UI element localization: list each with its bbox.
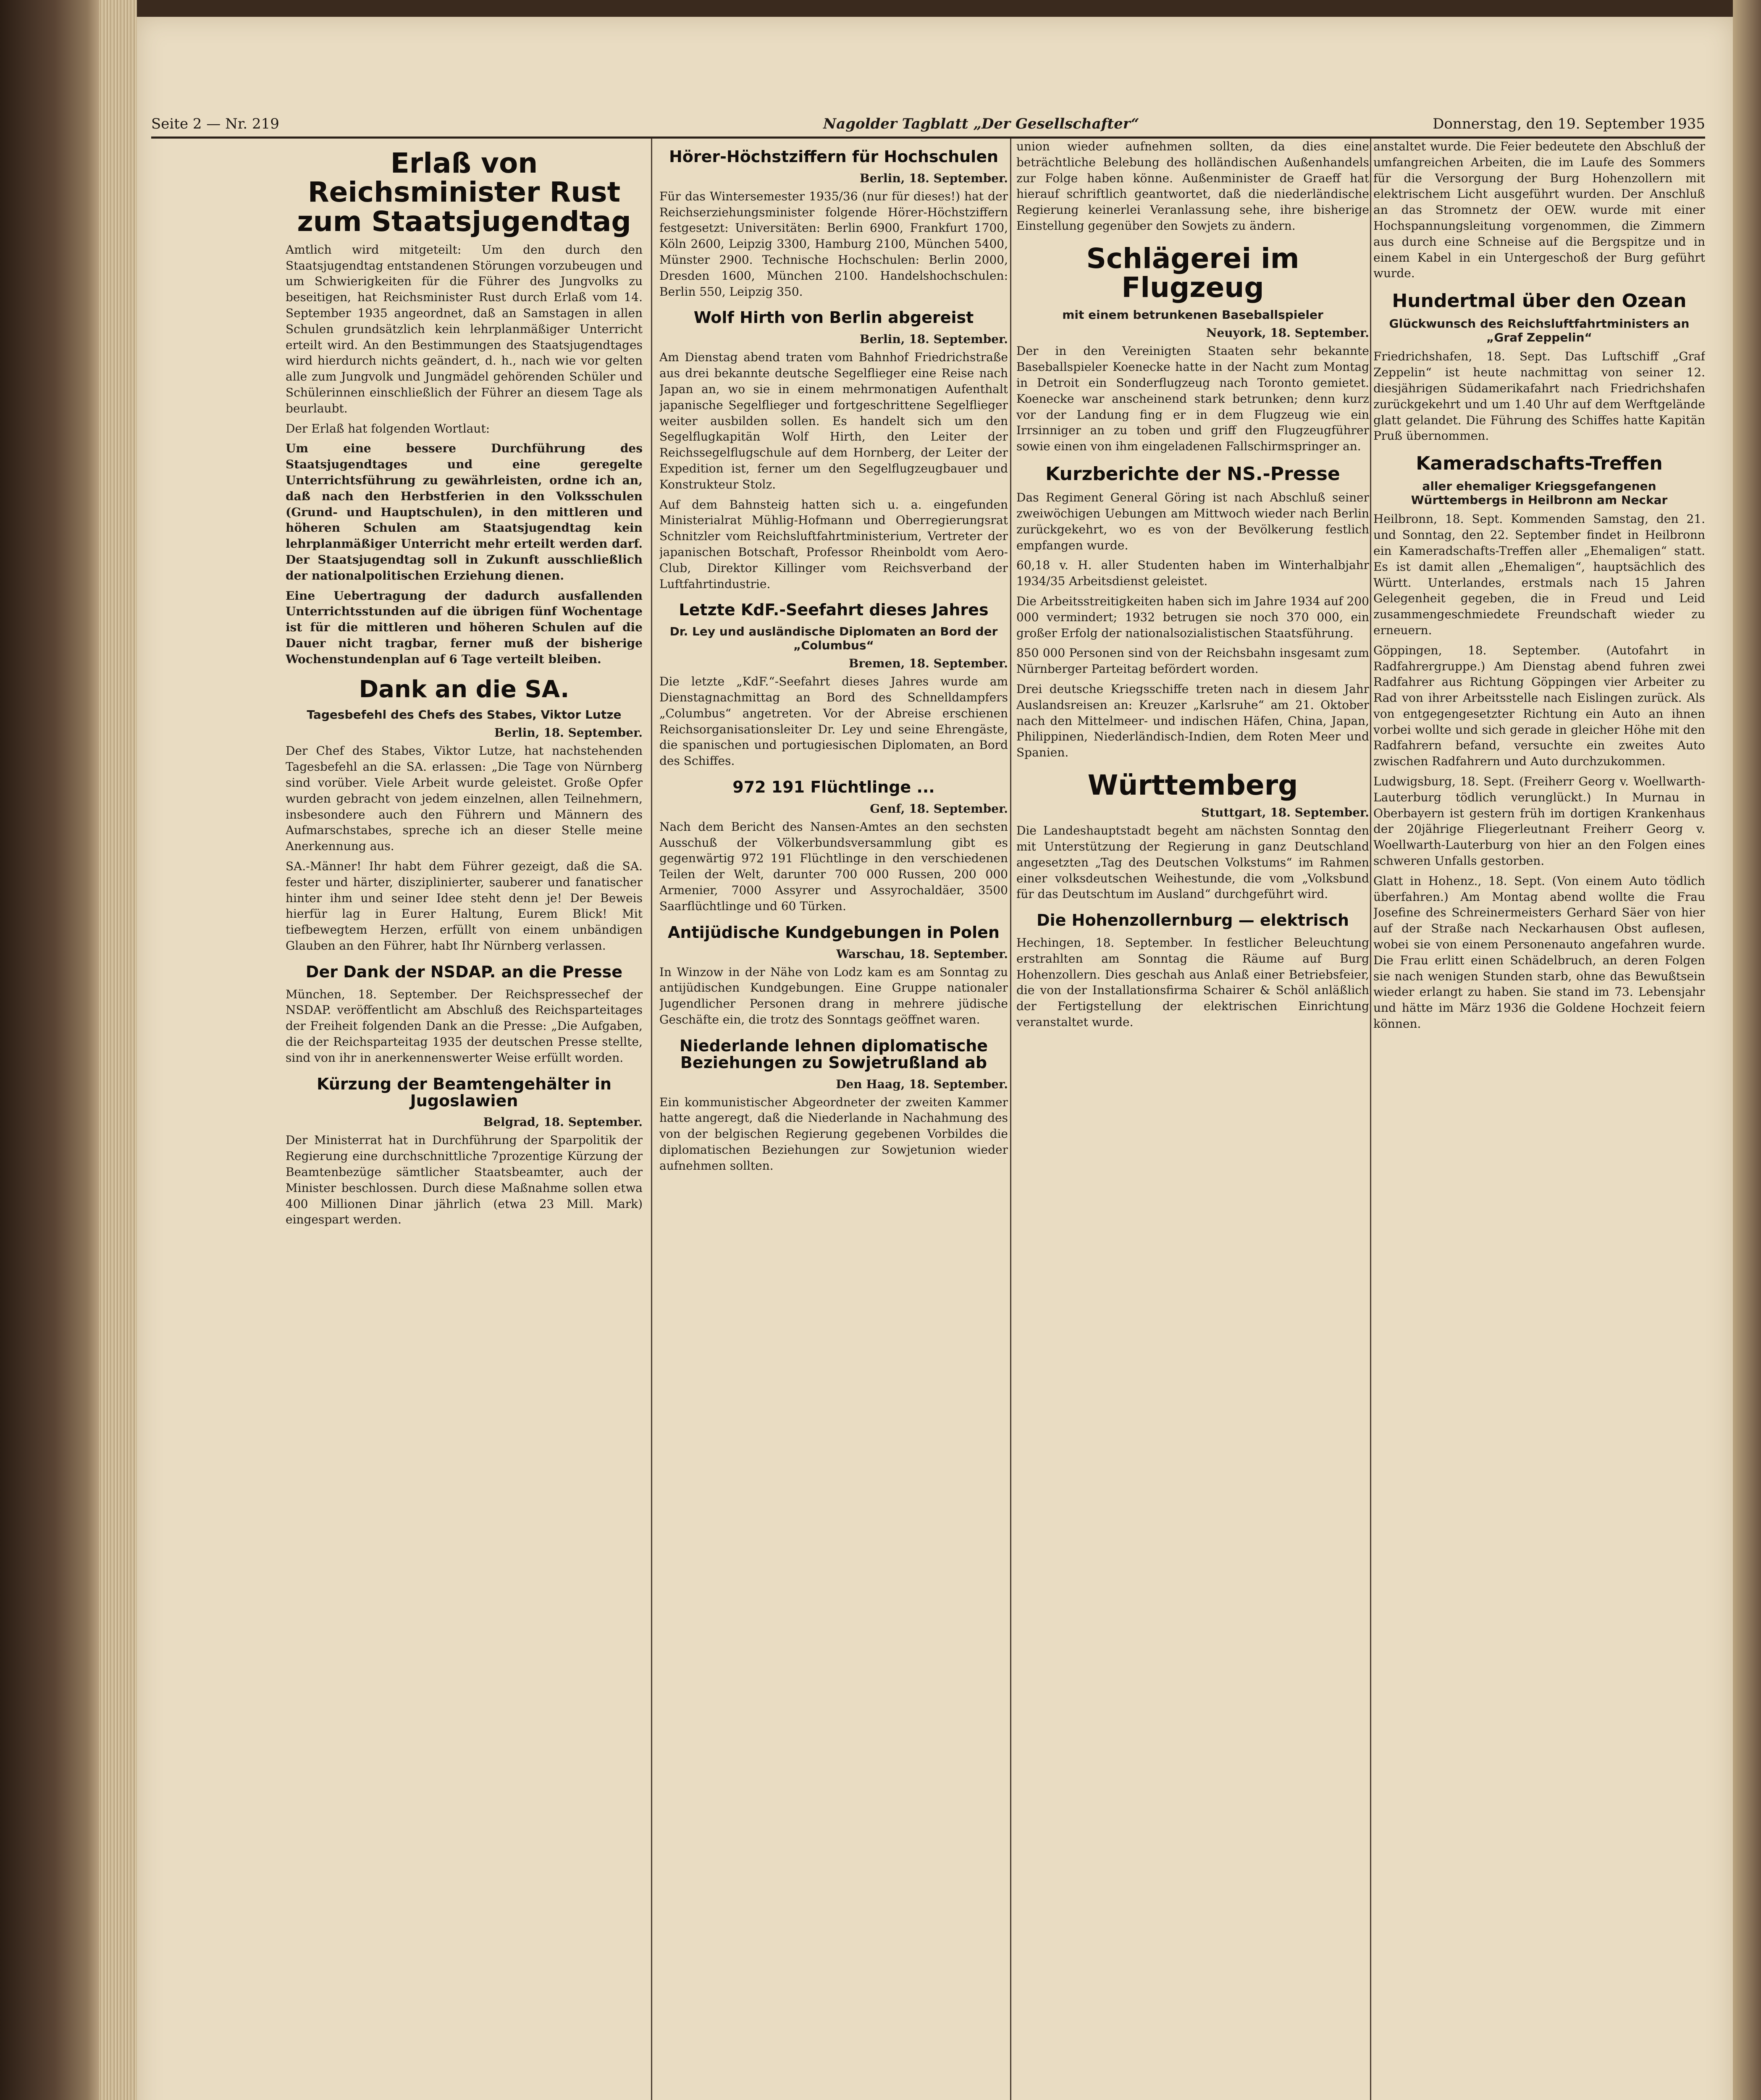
article-paragraph: Ein kommunistischer Abgeordneter der zweiten Kammer hatte angeregt, daß die Niederlande in Nachahmung des von der belgischen Regierung gegebenen Vorbildes die diplomatischen Beziehungen zur Sowjetunion wieder aufnehmen sollten.: [659, 1095, 1008, 1173]
article-subheadline: aller ehemaliger Kriegsgefangenen Württembergs in Heilbronn am Neckar: [1411, 479, 1668, 507]
article-headline: Hörer-Höchstziffern für Hochschulen: [669, 147, 999, 166]
article-paragraph: Um eine bessere Durchführung des Staatsjugendtages und eine geregelte Unterrichtsführung zu gewährleisten, ordne ich an, daß nach den Herbstferien in den Volksschulen (Grund- und Hauptschulen), in den mittleren und höheren Schulen am Staatsjugendtag kein lehrplanmäßiger Unterricht mehr erteilt werden darf. Der Staatsjugendtag soll in Zukunft ausschließlich der nationalpolitischen Erziehung dienen.: [286, 441, 643, 583]
article-paragraph: Göppingen, 18. September. (Autofahrt in Radfahrergruppe.) Am Dienstag abend fuhren zwei Radfahrer aus Richtung Göppingen vier Arbeiter zu Rad von ihrer Arbeitsstelle nach Eislingen zurück. Als von entgegengesetzter Richtung ein Auto an ihnen vorbei wollte und sich gerade in gleicher Höhe mit den Radfahrern befand, versuchte ein zweites Auto zwischen Radfahrern und Auto durchzukommen.: [1373, 643, 1705, 769]
dateline: Warschau, 18. September.: [836, 947, 1008, 961]
dateline: Bremen, 18. September.: [848, 656, 1008, 671]
article-paragraph: Friedrichshafen, 18. Sept. Das Luftschiff „Graf Zeppelin“ ist heute nachmittag von seiner 12. diesjährigen Südamerikafahrt nach Friedrichshafen zurückgekehrt und um 1.40 Uhr auf dem Werftgelände glatt gelandet. Die Führung des Schiffes hatte Kapitän Pruß übernommen.: [1373, 349, 1705, 443]
column-2: [659, 139, 1008, 2100]
page-edges: [99, 0, 137, 2100]
article-headline: Württemberg: [1087, 769, 1298, 801]
column-rule: [651, 139, 652, 2100]
article-headline: Der Dank der NSDAP. an die Presse: [305, 962, 623, 981]
article-paragraph: union wieder aufnehmen sollten, da dies eine beträchtliche Belebung des holländischen Außenhandels zur Folge haben könne. Außenminister de Graeff hat hierauf schriftlich geantwortet, daß die niederländische Regierung keinerlei Veranlassung sehe, ihre bisherige Einstellung gegenüber den Sowjets zu ändern.: [1016, 139, 1369, 233]
dateline: Berlin, 18. September.: [859, 171, 1008, 185]
article-subheadline: Tagesbefehl des Chefs des Stabes, Viktor Lutze: [307, 708, 622, 722]
article-paragraph: Eine Uebertragung der dadurch ausfallenden Unterrichtsstunden auf die übrigen fünf Wochentage ist für die mittleren und höheren Schulen auf die Dauer nicht tragbar, ferner muß der bisherige Wochenstundenplan auf 6 Tage verteilt bleiben.: [286, 588, 643, 666]
adjacent-page-fragment: [0, 0, 99, 2100]
article-paragraph: Das Regiment General Göring ist nach Abschluß seiner zweiwöchigen Uebungen am Mittwoch wieder nach Berlin zurückgekehrt, wo es von der Bevölkerung festlich empfangen wurde.: [1016, 491, 1369, 552]
dateline: Den Haag, 18. September.: [836, 1077, 1008, 1091]
column-rule: [1010, 139, 1011, 2100]
article-headline: Schlägerei im Flugzeug: [1086, 242, 1299, 304]
article-paragraph: Drei deutsche Kriegsschiffe treten nach in diesem Jahr Auslandsreisen an: Kreuzer „Karlsruhe“ am 21. Oktober nach den Mittelmeer- und indischen Häfen, China, Japan, Philippinen, Niederländisch-Indien, dem Roten Meer und Spanien.: [1016, 682, 1369, 760]
article-subheadline: Glückwunsch des Reichsluftfahrtministers an „Graf Zeppelin“: [1389, 317, 1690, 345]
article-paragraph: Heilbronn, 18. Sept. Kommenden Samstag, den 21. und Sonntag, den 22. September findet in Heilbronn ein Kameradschafts-Treffen aller „Ehemaligen“ statt. Es ist damit allen „Ehemaligen“, hauptsächlich des Württ. Unterlandes, erstmals nach 15 Jahren Gelegenheit gegeben, die in Freud und Leid zusammengeschmiedete Freundschaft wieder zu erneuern.: [1373, 512, 1705, 637]
article-paragraph: München, 18. September. Der Reichspressechef der NSDAP. veröffentlicht am Abschluß des Reichsparteitages der Freiheit folgenden Dank an die Presse: „Die Aufgaben, die der Reichsparteitag 1935 der deutschen Presse stellte, sind von ihr in anerkennenswerter Weise erfüllt worden.: [286, 987, 643, 1065]
dateline: Berlin, 18. September.: [859, 332, 1008, 346]
column-4: [1373, 139, 1705, 2100]
article-headline: Erlaß von Reichsminister Rust zum Staatsjugendtag: [297, 147, 631, 238]
article-paragraph: 850 000 Personen sind von der Reichsbahn insgesamt zum Nürnberger Parteitag befördert worden.: [1016, 646, 1369, 676]
newspaper-title: Nagolder Tagblatt „Der Gesellschafter“: [823, 116, 1139, 132]
article-headline: Letzte KdF.-Seefahrt dieses Jahres: [679, 601, 989, 620]
article-paragraph: Hechingen, 18. September. In festlicher Beleuchtung erstrahlten am Sonntag die Räume auf Burg Hohenzollern. Dies geschah aus Anlaß einer Betriebsfeier, die von der Installationsfirma Schairer & Schöl anläßlich der Fertigstellung der elektrischen Einrichtung veranstaltet wurde.: [1016, 936, 1369, 1029]
dateline: Belgrad, 18. September.: [483, 1115, 643, 1129]
column-1: [286, 139, 643, 2100]
article-paragraph: Glatt in Hohenz., 18. Sept. (Von einem Auto tödlich überfahren.) Am Montag abend wollte die Frau Josefine des Schreinermeisters Gerhard Säer von hier auf der Straße nach Neckarhausen Obst auflesen, wobei sie von einem Personenauto angefahren wurde. Die Frau erlitt einen Schädelbruch, an deren Folgen sie nach wenigen Stunden starb, ohne das Bewußtsein wieder erlangt zu haben. Sie stand im 73. Lebensjahr und hätte im März 1936 die Goldene Hochzeit feiern können.: [1373, 874, 1705, 1031]
column-3: [1016, 139, 1369, 2100]
dateline: Berlin, 18. September.: [494, 726, 643, 740]
article-headline: Kürzung der Beamtengehälter in Jugoslawien: [317, 1074, 611, 1110]
page-number: Seite 2 — Nr. 219: [151, 116, 279, 132]
article-paragraph: SA.-Männer! Ihr habt dem Führer gezeigt, daß die SA. fester und härter, disziplinierter, sauberer und fanatischer hinter ihm und seiner Idee steht denn je! Der Beweis hierfür lag in Eurer Haltung, Eurem Blick! Mit tiefbewegtem Herzen, erfüllt von einem unbändigen Glauben an den Führer, habt Ihr Nürnberg verlassen.: [286, 859, 643, 953]
article-paragraph: Der Chef des Stabes, Viktor Lutze, hat nachstehenden Tagesbefehl an die SA. erlassen: „Die Tage von Nürnberg sind vorüber. Viele Arbeit wurde geleistet. Große Opfer wurden gebracht von jedem einzelnen, allen Teilnehmern, insbesondere auch den Führern und Männern des Aufmarschstabes, spreche ich an dieser Stelle meine Anerkennung aus.: [286, 744, 643, 853]
article-paragraph: anstaltet wurde. Die Feier bedeutete den Abschluß der umfangreichen Arbeiten, die im Laufe des Sommers für die Versorgung der Burg Hohenzollern mit elektrischem Licht ausgeführt wurden. Der Anschluß an das Stromnetz der OEW. wurde mit einer Hochspannungsleitung vorgenommen, die Zimmern aus durch eine Schneise auf die Bergspitze und in einem Kabel in ein Untergeschoß der Burg geführt wurde.: [1373, 139, 1705, 281]
article-paragraph: Der Erlaß hat folgenden Wortlaut:: [286, 421, 490, 436]
article-paragraph: Am Dienstag abend traten vom Bahnhof Friedrichstraße aus drei bekannte deutsche Segelflieger eine Reise nach Japan an, wo sie in einem mehrmonatigen Aufenthalt japanische Segelflieger und fortgeschrittene Segelflieger weiter ausbilden sollen. Es handelt sich um den Segelflugkapitän Wolf Hirth, den Leiter der Reichssegelflugschule auf dem Hornberg, der Leiter der Expedition ist, ferner um den Segelflugzeugbauer und Konstrukteur Stolz.: [659, 350, 1008, 491]
article-paragraph: Die Landeshauptstadt begeht am nächsten Sonntag den mit Unterstützung der Regierung in ganz Deutschland angesetzten „Tag des Deutschen Volkstums“ im Rahmen einer volksdeutschen Weihestunde, die vom „Volksbund für das Deutschtum im Ausland“ durchgeführt wird.: [1016, 824, 1369, 901]
article-headline: Niederlande lehnen diplomatische Beziehungen zu Sowjetrußland ab: [679, 1036, 988, 1072]
dateline: Genf, 18. September.: [870, 801, 1008, 816]
article-headline: Die Hohenzollernburg — elektrisch: [1037, 911, 1349, 930]
column-rule: [1370, 139, 1371, 2100]
right-page-edge: [1733, 0, 1761, 2100]
article-paragraph: Nach dem Bericht des Nansen-Amtes an den sechsten Ausschuß der Völkerbundsversammlung gibt es gegenwärtig 972 191 Flüchtlinge in den verschiedenen Teilen der Welt, darunter 700 000 Russen, 200 000 Armenier, 7000 Assyrer und Assyrochaldäer, 3500 Saarflüchtlinge und 60 Türken.: [659, 819, 1008, 913]
page-header: [151, 111, 1705, 139]
article-headline: Hundertmal über den Ozean: [1392, 290, 1687, 312]
article-paragraph: 60,18 v. H. aller Studenten haben im Winterhalbjahr 1934/35 Arbeitsdienst geleistet.: [1016, 558, 1369, 588]
article-paragraph: Ludwigsburg, 18. Sept. (Freiherr Georg v. Woellwarth-Lauterburg tödlich verunglückt.) In Murnau in Oberbayern ist gestern früh im dortigen Krankenhaus der 20jährige Fliegerleutnant Freiherr Georg v. Woellwarth-Lauterburg von hier an den Folgen eines schweren Unfalls gestorben.: [1373, 774, 1705, 868]
article-paragraph: In Winzow in der Nähe von Lodz kam es am Sonntag zu antijüdischen Kundgebungen. Eine Gruppe nationaler Jugendlicher Personen drang in mehrere jüdische Geschäfte ein, die trotz des Sonntags geöffnet waren.: [659, 965, 1008, 1026]
article-subheadline: mit einem betrunkenen Baseballspieler: [1062, 308, 1323, 322]
article-paragraph: Der Ministerrat hat in Durchführung der Sparpolitik der Regierung eine durchschnittliche 7prozentige Kürzung der Beamtenbezüge sämtlicher Staatsbeamter, auch der Minister beschlossen. Durch diese Maßnahme sollen etwa 400 Millionen Dinar jährlich (etwa 23 Mill. Mark) eingespart werden.: [286, 1133, 643, 1227]
article-paragraph: Auf dem Bahnsteig hatten sich u. a. eingefunden Ministerialrat Mühlig-Hofmann und Oberregierungsrat Schnitzler vom Reichsluftfahrtministerium, Vertreter der japanischen Botschaft, Professor Rheinboldt vom Aero-Club, Direktor Killinger vom Reichsverband der Luftfahrtindustrie.: [659, 497, 1008, 591]
article-paragraph: Amtlich wird mitgeteilt: Um den durch den Staatsjugendtag entstandenen Störungen vorzubeugen und um Schwierigkeiten für die Führer des Jungvolks zu beseitigen, hat Reichsminister Rust durch Erlaß vom 14. September 1935 angeordnet, daß an Samstagen in allen Schulen grundsätzlich kein lehrplanmäßiger Unterricht erteilt wird. An den Bestimmungen des Staatsjugendtages wird hierdurch nichts geändert, d. h., nach wie vor gelten alle zum Jungvolk und Jungmädel gehörenden Schüler und Schülerinnen einschließlich der Führer an diesem Tage als beurlaubt.: [286, 242, 643, 415]
article-subheadline: Dr. Ley und ausländische Diplomaten an Bord der „Columbus“: [669, 625, 998, 653]
article-headline: Dank an die SA.: [359, 675, 570, 703]
article-headline: 972 191 Flüchtlinge ...: [732, 777, 935, 796]
article-paragraph: Für das Wintersemester 1935/36 (nur für dieses!) hat der Reichserziehungsminister folgende Hörer-Höchstziffern festgesetzt: Universitäten: Berlin 6900, Frankfurt 1700, Köln 2600, Leipzig 3300, Hamburg 2100, München 5400, Münster 2900. Technische Hochschulen: Berlin 2000, Dresden 1600, München 2100. Handelshochschulen: Berlin 550, Leipzig 350.: [659, 189, 1008, 299]
dateline: Stuttgart, 18. September.: [1201, 806, 1369, 820]
article-headline: Kurzberichte der NS.-Presse: [1045, 463, 1340, 485]
article-headline: Kameradschafts-Treffen: [1416, 453, 1663, 475]
article-headline: Antijüdische Kundgebungen in Polen: [668, 923, 1000, 942]
article-paragraph: Der in den Vereinigten Staaten sehr bekannte Baseballspieler Koenecke hatte in der Nacht zum Montag in Detroit ein Sonderflugzeug nach Toronto gemietet. Koenecke war anscheinend stark betrunken; denn kurz vor der Landung fing er in dem Flugzeug wie ein Irrsinniger an zu toben und griff den Flugzeugführer sowie einen von ihm eingeladenen Fallschirmspringer an.: [1016, 344, 1369, 454]
article-paragraph: Die letzte „KdF.“-Seefahrt dieses Jahres wurde am Dienstagnachmittag an Bord des Schnelldampfers „Columbus“ angetreten. Vor der Abreise erschienen Reichsorganisationsleiter Dr. Ley und seine Ehrengäste, die spanischen und portugiesischen Diplomaten, an Bord des Schiffes.: [659, 675, 1008, 768]
article-headline: Wolf Hirth von Berlin abgereist: [693, 308, 974, 327]
article-paragraph: Die Arbeitsstreitigkeiten haben sich im Jahre 1934 auf 200 000 vermindert; 1932 betrugen sie noch 370 000, ein großer Erfolg der nationalsozialistischen Staatsführung.: [1016, 594, 1369, 640]
issue-date: Donnerstag, den 19. September 1935: [1433, 116, 1705, 132]
dateline: Neuyork, 18. September.: [1206, 326, 1369, 340]
